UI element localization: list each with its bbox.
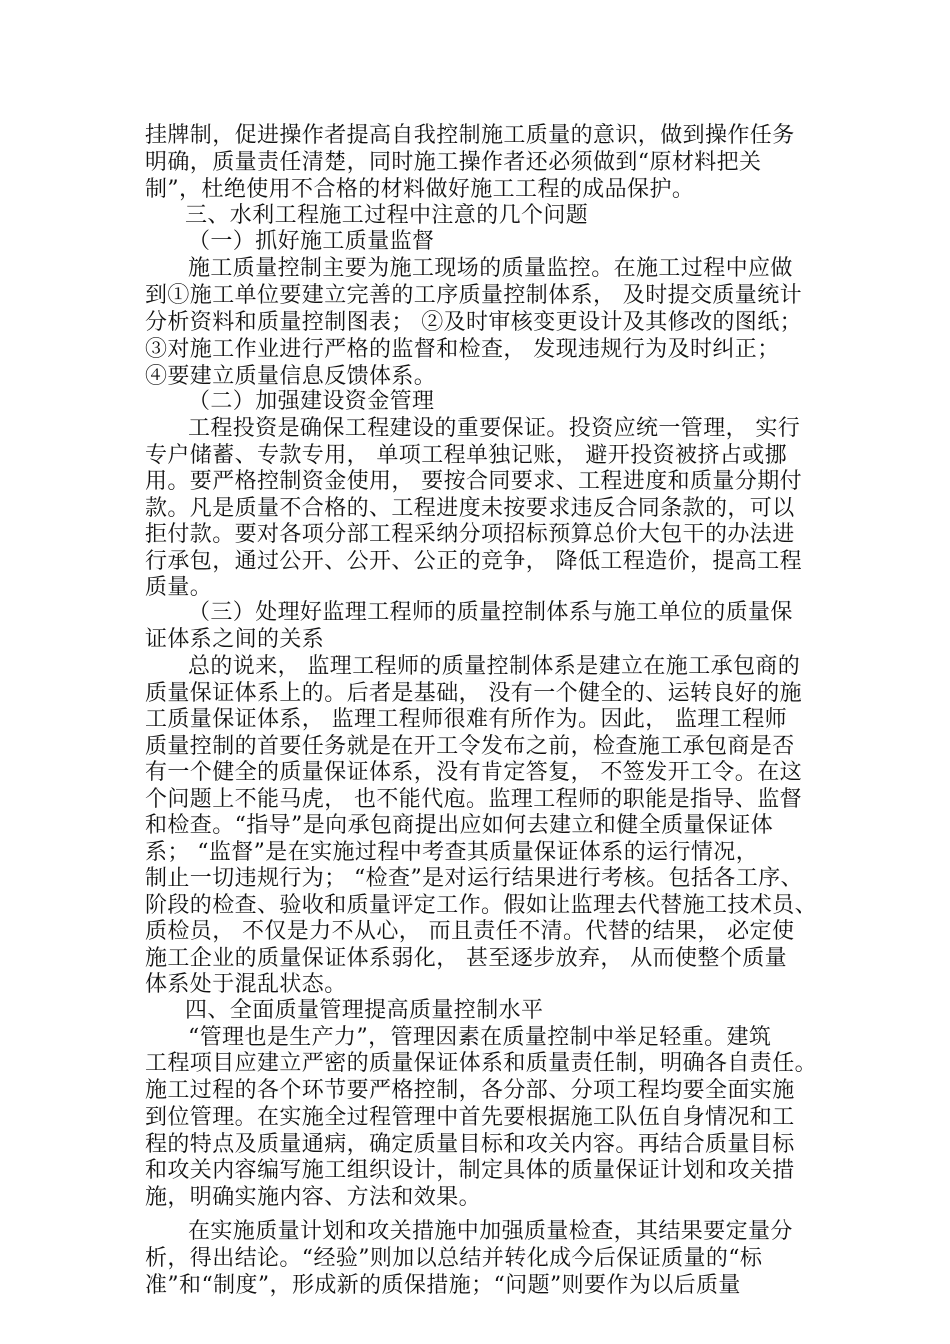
- paragraph-line: 到位管理。在实施全过程管理中首先要根据施工队伍自身情况和工: [145, 1105, 795, 1130]
- paragraph-line: 制”，杜绝使用不合格的材料做好施工工程的成品保护。: [145, 177, 695, 202]
- paragraph-line: 施，明确实施内容、方法和效果。: [145, 1185, 482, 1210]
- paragraph-line: 和检查。“指导”是向承包商提出应如何去建立和健全质量保证体: [145, 813, 774, 838]
- paragraph-line: 工程投资是确保工程建设的重要保证。投资应统一管理， 实行: [188, 416, 801, 441]
- paragraph-line: 用。要严格控制资金使用， 要按合同要求、工程进度和质量分期付: [145, 469, 802, 494]
- paragraph-line: 款。凡是质量不合格的、工程进度未按要求违反合同条款的，可以: [145, 496, 795, 521]
- paragraph-line: 质量控制的首要任务就是在开工令发布之前，检查施工承包商是否: [145, 734, 795, 759]
- subsection-heading-continued: 证体系之间的关系: [145, 627, 325, 652]
- paragraph-line: 挂牌制，促进操作者提高自我控制施工质量的意识，做到操作任务: [145, 123, 795, 148]
- paragraph-line: 分析资料和质量控制图表； ②及时审核变更设计及其修改的图纸；: [145, 310, 802, 335]
- paragraph-line: 施工过程的各个环节要严格控制，各分部、分项工程均要全面实施: [145, 1078, 795, 1103]
- paragraph-line: 质检员， 不仅是力不从心， 而且责任不清。代替的结果， 必定使: [145, 919, 795, 944]
- paragraph-line: 系； “监督”是在实施过程中考查其质量保证体系的运行情况，: [145, 840, 759, 865]
- paragraph-line: 行承包，通过公开、公开、公正的竞争， 降低工程造价，提高工程: [145, 549, 802, 574]
- paragraph-line: 施工质量控制主要为施工现场的质量监控。在施工过程中应做: [188, 256, 793, 281]
- paragraph-line: 总的说来， 监理工程师的质量控制体系是建立在施工承包商的: [188, 654, 801, 679]
- paragraph-line: 质量保证体系上的。后者是基础， 没有一个健全的、运转良好的施: [145, 681, 802, 706]
- paragraph-line: 体系处于混乱状态。: [145, 972, 347, 997]
- paragraph-line: 程的特点及质量通病，确定质量目标和攻关内容。再结合质量目标: [145, 1132, 795, 1157]
- paragraph-line: 阶段的检查、验收和质量评定工作。假如让监理去代替施工技术员、: [145, 893, 818, 918]
- paragraph-line: 有一个健全的质量保证体系，没有肯定答复， 不签发开工令。在这: [145, 760, 802, 785]
- paragraph-line: 专户储蓄、专款专用， 单项工程单独记账， 避开投资被挤占或挪: [145, 443, 787, 468]
- paragraph-line: 拒付款。要对各项分部工程采纳分项招标预算总价大包干的办法进: [145, 522, 795, 547]
- paragraph-line: 个问题上不能马虎， 也不能代庖。监理工程师的职能是指导、监督: [145, 787, 802, 812]
- paragraph-line: 制止一切违规行为； “检查”是对运行结果进行考核。包括各工序、: [145, 866, 803, 891]
- paragraph-line: 准”和“制度”，形成新的质保措施；“问题”则要作为以后质量: [145, 1273, 741, 1298]
- paragraph-line: 工程项目应建立严密的质量保证体系和质量责任制，明确各自责任。: [145, 1051, 818, 1076]
- paragraph-line: ④要建立质量信息反馈体系。: [145, 364, 437, 389]
- paragraph-line: 明确，质量责任清楚，同时施工操作者还必须做到“原材料把关: [145, 150, 762, 175]
- paragraph-line: 施工企业的质量保证体系弱化， 甚至逐步放弃， 从而使整个质量: [145, 946, 787, 971]
- paragraph-line: 析，得出结论。“经验”则加以总结并转化成今后保证质量的“标: [145, 1246, 763, 1271]
- paragraph-line: 到①施工单位要建立完善的工序质量控制体系， 及时提交质量统计: [145, 283, 802, 308]
- section-heading: 四、全面质量管理提高质量控制水平: [185, 998, 544, 1023]
- paragraph-line: 和攻关内容编写施工组织设计，制定具体的质量保证计划和攻关措: [145, 1158, 795, 1183]
- subsection-heading: （三）处理好监理工程师的质量控制体系与施工单位的质量保: [188, 600, 793, 625]
- paragraph-line: 在实施质量计划和攻关措施中加强质量检查，其结果要定量分: [188, 1219, 793, 1244]
- paragraph-line: 工质量保证体系， 监理工程师很难有所作为。因此， 监理工程师: [145, 707, 787, 732]
- paragraph-line: “管理也是生产力”，管理因素在质量控制中举足轻重。建筑: [188, 1025, 772, 1050]
- paragraph-line: 质量。: [145, 575, 213, 600]
- subsection-heading: （一）抓好施工质量监督: [188, 229, 435, 254]
- paragraph-line: ③对施工作业进行严格的监督和检查， 发现违规行为及时纠正；: [145, 337, 780, 362]
- subsection-heading: （二）加强建设资金管理: [188, 389, 435, 414]
- section-heading: 三、水利工程施工过程中注意的几个问题: [185, 203, 589, 228]
